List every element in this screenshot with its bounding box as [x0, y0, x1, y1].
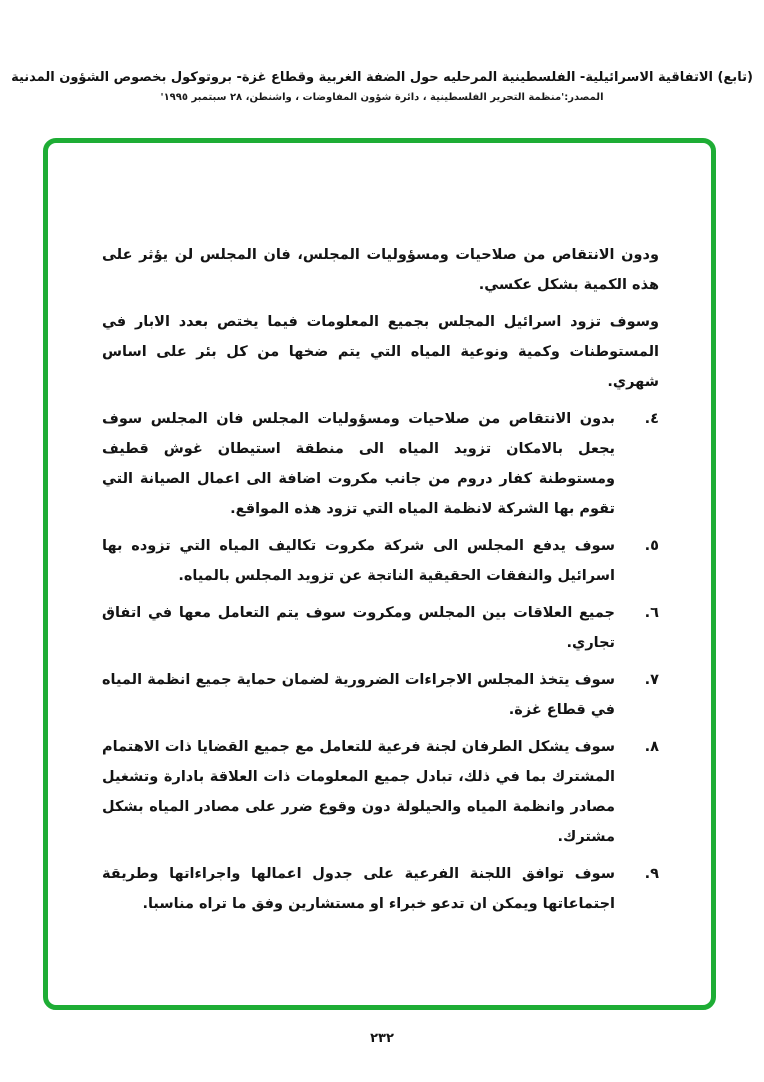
- list-item-number: ٤.: [644, 411, 659, 427]
- list-item-number: ٨.: [644, 739, 659, 755]
- content-border-box: [43, 138, 716, 1010]
- list-item: [102, 598, 659, 658]
- list-item: [102, 859, 659, 919]
- list-item-number: ٥.: [644, 538, 659, 554]
- list-item: [102, 732, 659, 852]
- document-header: [0, 70, 764, 103]
- document-source-line: المصدر:'منظمة التحرير الفلسطينية ، دائرة شؤون المفاوضات ، واشنطن، ٢٨ سبتمبر ١٩٩٥': [160, 92, 604, 103]
- list-item: [102, 665, 659, 725]
- list-item-text: سوف يدفع المجلس الى شركة مكروت تكاليف المياه التي تزوده بها اسرائيل والنفقات الحقيقية الناتجة عن تزويد المجلس بالمياه.: [102, 538, 615, 584]
- list-item-number: ٦.: [644, 605, 659, 621]
- body-paragraph: وسوف تزود اسرائيل المجلس بجميع المعلومات فيما يختص بعدد الابار في المستوطنات وكمية ونوعية المياه التي يتم ضخها من كل بئر على اساس شهري.: [102, 314, 659, 390]
- document-body: [102, 240, 659, 926]
- list-item: [102, 531, 659, 591]
- document-title: (تابع) الاتفاقية الاسرائيلية- الفلسطينية المرحليه حول الضفة الغربية وقطاع غزة- بروتوكول بخصوص الشؤون المدنية: [11, 70, 753, 85]
- list-item-text: جميع العلاقات بين المجلس ومكروت سوف يتم التعامل معها في اتفاق تجاري.: [102, 605, 615, 651]
- list-item-text: سوف توافق اللجنة الفرعية على جدول اعمالها واجراءاتها وطريقة اجتماعاتها ويمكن ان تدعو خبراء او مستشارين وفق ما تراه مناسبا.: [102, 866, 615, 912]
- list-item-number: ٧.: [644, 672, 659, 688]
- body-paragraph: ودون الانتقاص من صلاحيات ومسؤوليات المجلس، فان المجلس لن يؤثر على هذه الكمية بشكل عكسي.: [102, 247, 659, 293]
- list-item-text: سوف يتخذ المجلس الاجراءات الضرورية لضمان حماية جميع انظمة المياه في قطاع غزة.: [102, 672, 615, 718]
- page-number: ٢٣٢: [370, 1031, 394, 1046]
- list-item-text: بدون الانتقاص من صلاحيات ومسؤوليات المجلس فان المجلس سوف يجعل بالامكان تزويد المياه الى منطقة استيطان غوش قطيف ومستوطنة كفار دروم من جانب مكروت اضافة الى اعمال الصيانة التي تقوم بها الشركة لانظمة المياه التي تزود هذه المواقع.: [102, 411, 615, 517]
- list-item-number: ٩.: [644, 866, 659, 882]
- list-item-text: سوف يشكل الطرفان لجنة فرعية للتعامل مع جميع القضايا ذات الاهتمام المشترك بما في ذلك، تبادل جميع المعلومات ذات العلاقة بادارة وتشغيل مصادر وانظمة المياه والحيلولة دون وقوع ضرر على مصادر المياه بشكل مشترك.: [102, 739, 615, 845]
- list-item: [102, 404, 659, 524]
